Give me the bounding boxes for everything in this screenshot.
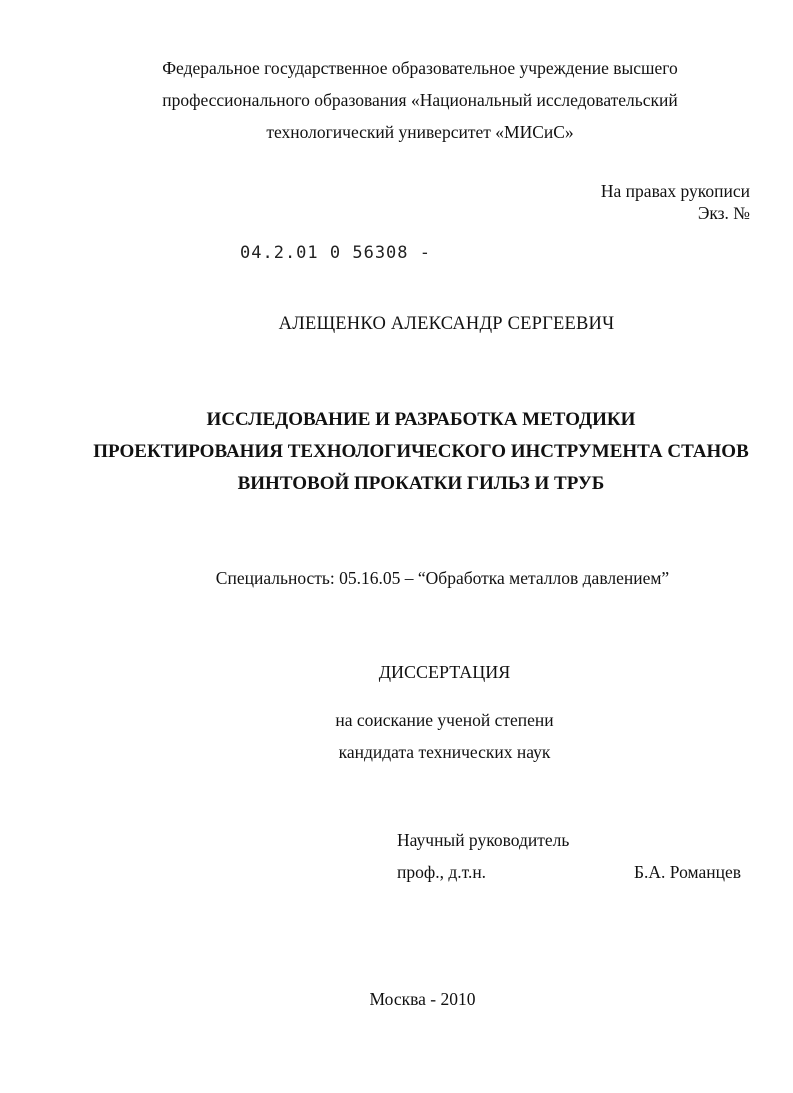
degree-line-2: кандидата технических наук	[338, 742, 551, 762]
title-line-3: ВИНТОВОЙ ПРОКАТКИ ГИЛЬЗ И ТРУБ	[237, 473, 605, 494]
specialty: Специальность: 05.16.05 – “Обработка металлов давлением”	[215, 568, 670, 588]
supervisor-name: Б.А. Романцев	[634, 862, 742, 882]
institution-line-3: технологический университет «МИСиС»	[266, 122, 574, 142]
city-year: Москва - 2010	[369, 989, 476, 1009]
supervisor-rank: проф., д.т.н.	[397, 862, 487, 882]
author-name: АЛЕЩЕНКО АЛЕКСАНДР СЕРГЕЕВИЧ	[278, 314, 615, 334]
rights-line-2: Экз. №	[697, 203, 750, 223]
institution-line-2: профессионального образования «Национальный исследовательский	[162, 90, 678, 110]
degree-line-1: на соискание ученой степени	[335, 710, 554, 730]
thesis-title	[46, 404, 793, 500]
rights-line-1: На правах рукописи	[600, 181, 750, 201]
degree-info	[48, 704, 793, 768]
document-type: ДИССЕРТАЦИЯ	[378, 662, 511, 682]
registration-stamp: 04.2.01 0 56308 -	[240, 243, 431, 263]
manuscript-rights	[601, 180, 750, 224]
institution-line-1: Федеральное государственное образовательное учреждение высшего	[162, 58, 678, 78]
title-line-2: ПРОЕКТИРОВАНИЯ ТЕХНОЛОГИЧЕСКОГО ИНСТРУМЕНТА СТАНОВ	[93, 441, 749, 462]
title-line-1: ИССЛЕДОВАНИЕ И РАЗРАБОТКА МЕТОДИКИ	[206, 409, 636, 430]
institution-header	[60, 52, 780, 148]
supervisor-label: Научный руководитель	[397, 830, 570, 850]
